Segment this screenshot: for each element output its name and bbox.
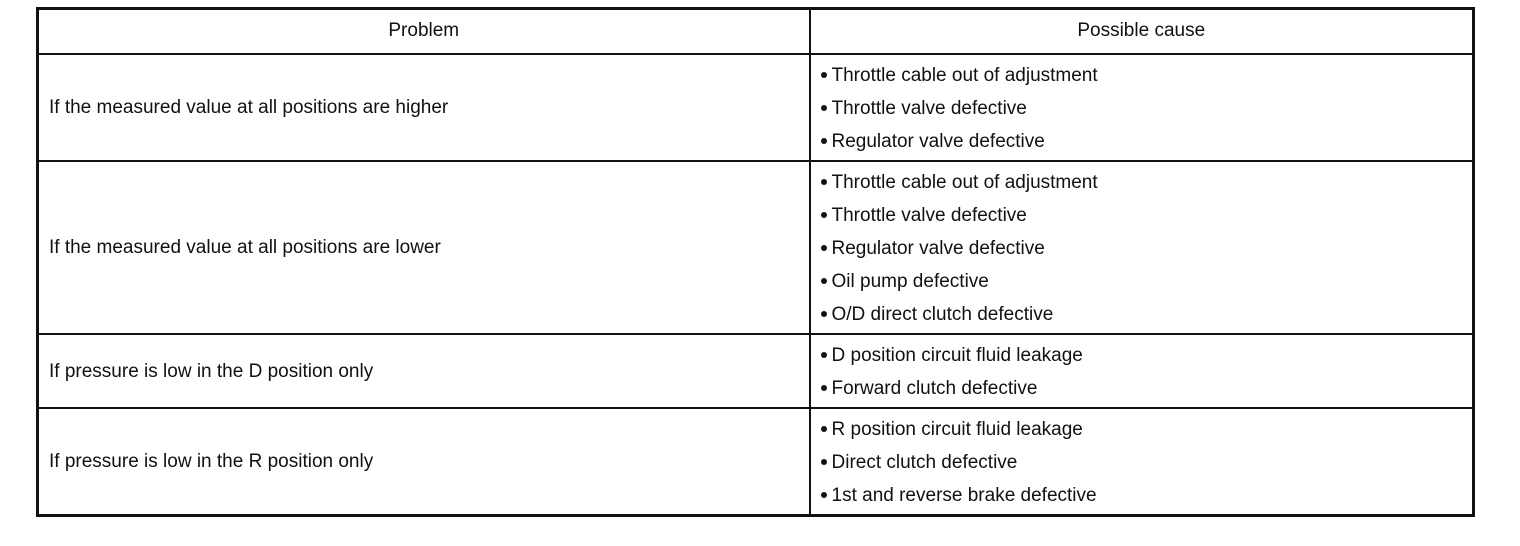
cause-text: Regulator valve defective — [831, 238, 1045, 259]
cause-item — [821, 166, 1473, 199]
cause-text: O/D direct clutch defective — [831, 304, 1054, 325]
cause-cell — [810, 54, 1474, 161]
cause-text: Oil pump defective — [831, 271, 989, 292]
bullet-icon — [821, 245, 827, 251]
table-row — [38, 161, 1474, 334]
problem-cell: If the measured value at all positions are lower — [38, 161, 810, 334]
problem-cell: If pressure is low in the D position only — [38, 334, 810, 408]
bullet-icon — [821, 352, 827, 358]
cause-cell — [810, 408, 1474, 516]
bullet-icon — [821, 278, 827, 284]
cause-text: Direct clutch defective — [831, 452, 1018, 473]
cause-text: Regulator valve defective — [831, 131, 1045, 152]
cause-text: D position circuit fluid leakage — [831, 345, 1083, 366]
table-row — [38, 408, 1474, 516]
cause-text: Throttle valve defective — [831, 205, 1027, 226]
cause-item — [821, 372, 1473, 405]
cause-item — [821, 232, 1473, 265]
bullet-icon — [821, 311, 827, 317]
bullet-icon — [821, 179, 827, 185]
cause-text: R position circuit fluid leakage — [831, 419, 1083, 440]
cause-item — [821, 125, 1473, 158]
bullet-icon — [821, 492, 827, 498]
cause-item — [821, 413, 1473, 446]
cause-item — [821, 199, 1473, 232]
cause-cell — [810, 161, 1474, 334]
problem-cell: If the measured value at all positions are higher — [38, 54, 810, 161]
bullet-icon — [821, 138, 827, 144]
troubleshooting-table — [36, 7, 1475, 517]
bullet-icon — [821, 385, 827, 391]
bullet-icon — [821, 426, 827, 432]
cause-text: Throttle cable out of adjustment — [831, 65, 1098, 86]
cause-item — [821, 446, 1473, 479]
cause-item — [821, 59, 1473, 92]
bullet-icon — [821, 459, 827, 465]
bullet-icon — [821, 105, 827, 111]
bullet-icon — [821, 72, 827, 78]
header-row — [38, 9, 1474, 55]
cause-text: Throttle valve defective — [831, 98, 1027, 119]
cause-item — [821, 92, 1473, 125]
cause-text: Throttle cable out of adjustment — [831, 172, 1098, 193]
problem-column-header: Problem — [38, 9, 810, 55]
table-row — [38, 334, 1474, 408]
table-row — [38, 54, 1474, 161]
cause-item — [821, 479, 1473, 512]
bullet-icon — [821, 212, 827, 218]
cause-item — [821, 298, 1473, 331]
cause-text: Forward clutch defective — [831, 378, 1038, 399]
possible-cause-column-header: Possible cause — [810, 9, 1474, 55]
cause-text: 1st and reverse brake defective — [831, 485, 1097, 506]
problem-cell: If pressure is low in the R position only — [38, 408, 810, 516]
cause-item — [821, 339, 1473, 372]
cause-item — [821, 265, 1473, 298]
cause-cell — [810, 334, 1474, 408]
